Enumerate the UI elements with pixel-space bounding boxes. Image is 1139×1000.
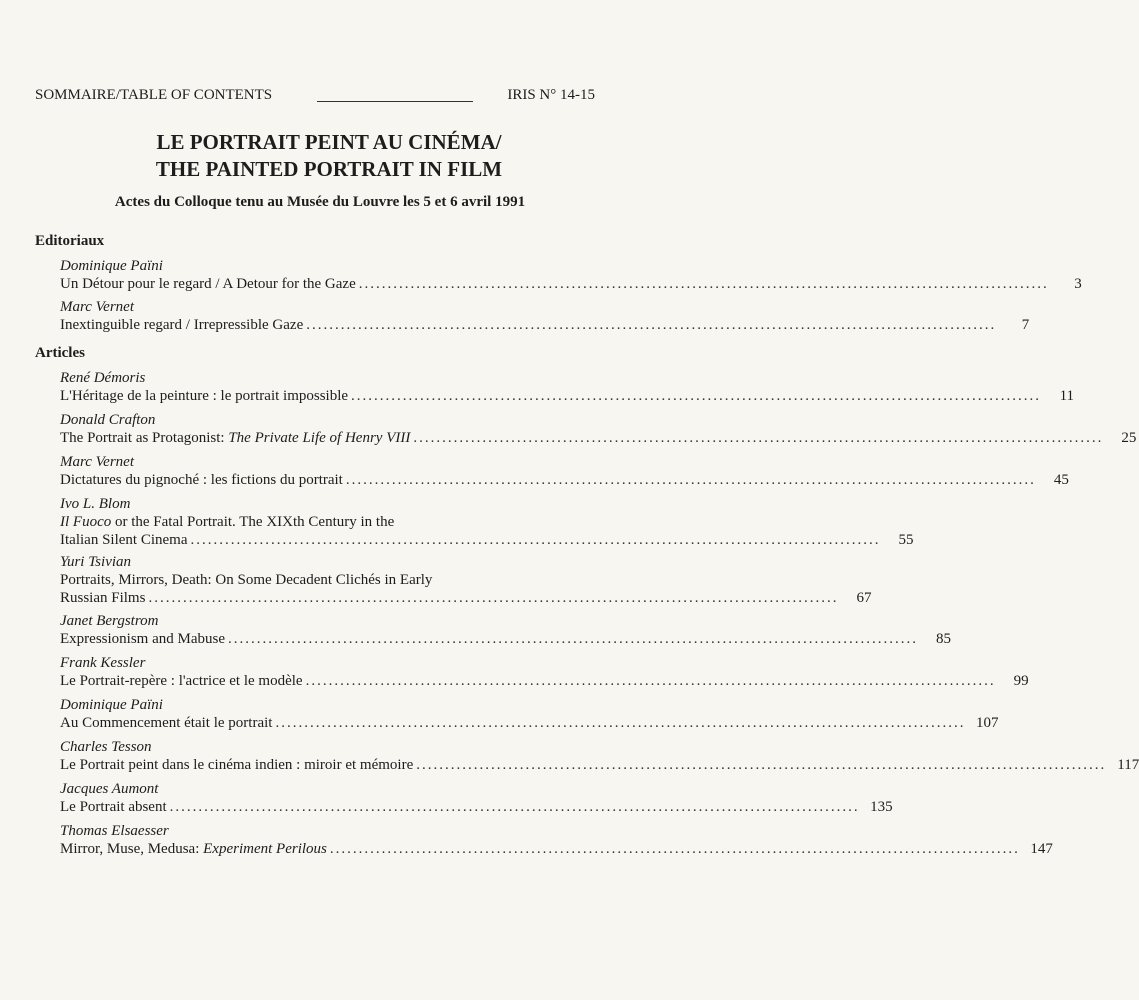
toc-entry[interactable] — [60, 298, 1030, 334]
toc-entry[interactable] — [60, 553, 872, 607]
section-heading-articles: Articles — [35, 345, 85, 361]
entry-title-italic: Il Fuoco — [60, 514, 112, 530]
entry-page: 3 — [1074, 276, 1082, 292]
entry-line — [60, 798, 893, 816]
entry-line — [60, 387, 1075, 405]
entry-title-line-1 — [60, 513, 580, 531]
entry-line — [60, 531, 914, 549]
entry-title-line-1: Portraits, Mirrors, Death: On Some Decadent Clichés in Early — [60, 572, 433, 588]
entry-title-rest: or the Fatal Portrait. The XIXth Century in the — [111, 514, 395, 530]
leader-dots: ........................................................................................................................ — [305, 673, 996, 689]
entry-title: Dictatures du pignoché : les fictions du portrait — [60, 472, 343, 488]
entry-title: Le Portrait absent — [60, 799, 167, 815]
entry-author: Donald Crafton — [60, 412, 156, 428]
entry-page: 67 — [856, 590, 872, 606]
entry-title — [60, 429, 410, 447]
header-left: SOMMAIRE/TABLE OF CONTENTS — [35, 87, 273, 103]
entry-title: Le Portrait-repère : l'actrice et le modèle — [60, 673, 303, 689]
entry-line — [60, 840, 1053, 858]
entry-author: Marc Vernet — [60, 454, 135, 470]
toc-entry[interactable] — [60, 453, 1069, 489]
entry-title: Inextinguible regard / Irrepressible Gaze — [60, 317, 304, 333]
leader-dots: ........................................................................................................................ — [351, 388, 1042, 404]
leader-dots: ........................................................................................................................ — [190, 532, 881, 548]
entry-line — [60, 756, 1139, 774]
leader-dots: ........................................................................................................................ — [416, 757, 1107, 773]
entry-author: Charles Tesson — [60, 739, 152, 755]
leader-dots: ........................................................................................................................ — [169, 799, 860, 815]
entry-title-plain: Mirror, Muse, Medusa: — [60, 841, 204, 857]
leader-dots: ........................................................................................................................ — [358, 276, 1049, 292]
toc-entry[interactable] — [60, 612, 951, 648]
leader-dots: ........................................................................................................................ — [148, 590, 839, 606]
entry-author: Dominique Païni — [60, 697, 163, 713]
entry-page: 117 — [1117, 757, 1139, 773]
entry-page: 7 — [1021, 317, 1030, 333]
toc-entry[interactable] — [60, 822, 1053, 858]
entry-page: 107 — [975, 715, 999, 731]
toc-entry[interactable] — [60, 654, 1029, 690]
entry-title-line-2: Italian Silent Cinema — [60, 532, 188, 548]
leader-dots: ........................................................................................................................ — [306, 317, 997, 333]
entry-title: Un Détour pour le regard / A Detour for the Gaze — [60, 276, 356, 292]
entry-author: Jacques Aumont — [60, 781, 159, 797]
entry-title-italic: The Private Life of Henry VIII — [228, 430, 411, 446]
leader-dots: ........................................................................................................................ — [345, 472, 1036, 488]
subtitle: Actes du Colloque tenu au Musée du Louvre les 5 et 6 avril 1991 — [114, 194, 526, 210]
entry-title: Expressionism and Mabuse — [60, 631, 225, 647]
title-line-1: LE PORTRAIT PEINT AU CINÉMA/ — [156, 130, 502, 154]
entry-line — [60, 714, 999, 732]
entry-page: 55 — [898, 532, 914, 548]
header-right: IRIS N° 14-15 — [507, 87, 595, 103]
entry-author: Thomas Elsaesser — [60, 823, 169, 839]
title-line-2: THE PAINTED PORTRAIT IN FILM — [155, 157, 503, 181]
entry-author: René Démoris — [60, 370, 146, 386]
toc-entry[interactable] — [60, 411, 1137, 447]
toc-entry[interactable] — [60, 780, 893, 816]
leader-dots: ........................................................................................................................ — [329, 841, 1020, 857]
header-rule — [317, 101, 473, 102]
entry-page: 11 — [1059, 388, 1075, 404]
leader-dots: ........................................................................................................................ — [275, 715, 966, 731]
entry-page: 99 — [1013, 673, 1029, 689]
entry-author: Frank Kessler — [60, 655, 146, 671]
toc-entry[interactable] — [60, 369, 1075, 405]
leader-dots: ........................................................................................................................ — [413, 430, 1104, 446]
entry-title: Au Commencement était le portrait — [60, 715, 273, 731]
entry-page: 147 — [1030, 841, 1053, 857]
entry-title — [60, 840, 327, 858]
entry-author: Ivo L. Blom — [60, 496, 131, 512]
toc-entry[interactable] — [60, 495, 914, 549]
toc-entry[interactable] — [60, 738, 1139, 774]
entry-author: Yuri Tsivian — [60, 554, 132, 570]
entry-line — [60, 471, 1069, 489]
entry-line — [60, 275, 1082, 293]
toc-entry[interactable] — [60, 696, 999, 732]
entry-author: Dominique Païni — [60, 258, 163, 274]
entry-author: Marc Vernet — [60, 299, 135, 315]
entry-page: 85 — [935, 631, 951, 647]
entry-line — [60, 630, 951, 648]
entry-page: 25 — [1121, 430, 1137, 446]
entry-title-line-2: Russian Films — [60, 590, 146, 606]
entry-page: 135 — [870, 799, 893, 815]
entry-title-plain: The Portrait as Protagonist: — [60, 430, 229, 446]
entry-line — [60, 316, 1030, 334]
entry-line — [60, 672, 1029, 690]
entry-line — [60, 589, 872, 607]
toc-entry[interactable] — [60, 257, 1082, 293]
entry-title: L'Héritage de la peinture : le portrait impossible — [60, 388, 349, 404]
entry-title: Le Portrait peint dans le cinéma indien : miroir et mémoire — [60, 757, 414, 773]
running-header — [35, 86, 595, 104]
entry-author: Janet Bergstrom — [60, 613, 159, 629]
section-heading-editoriaux: Editoriaux — [35, 233, 105, 249]
leader-dots: ........................................................................................................................ — [227, 631, 918, 647]
entry-title-italic: Experiment Perilous — [203, 841, 327, 857]
entry-page: 45 — [1053, 472, 1069, 488]
entry-line — [60, 429, 1137, 447]
